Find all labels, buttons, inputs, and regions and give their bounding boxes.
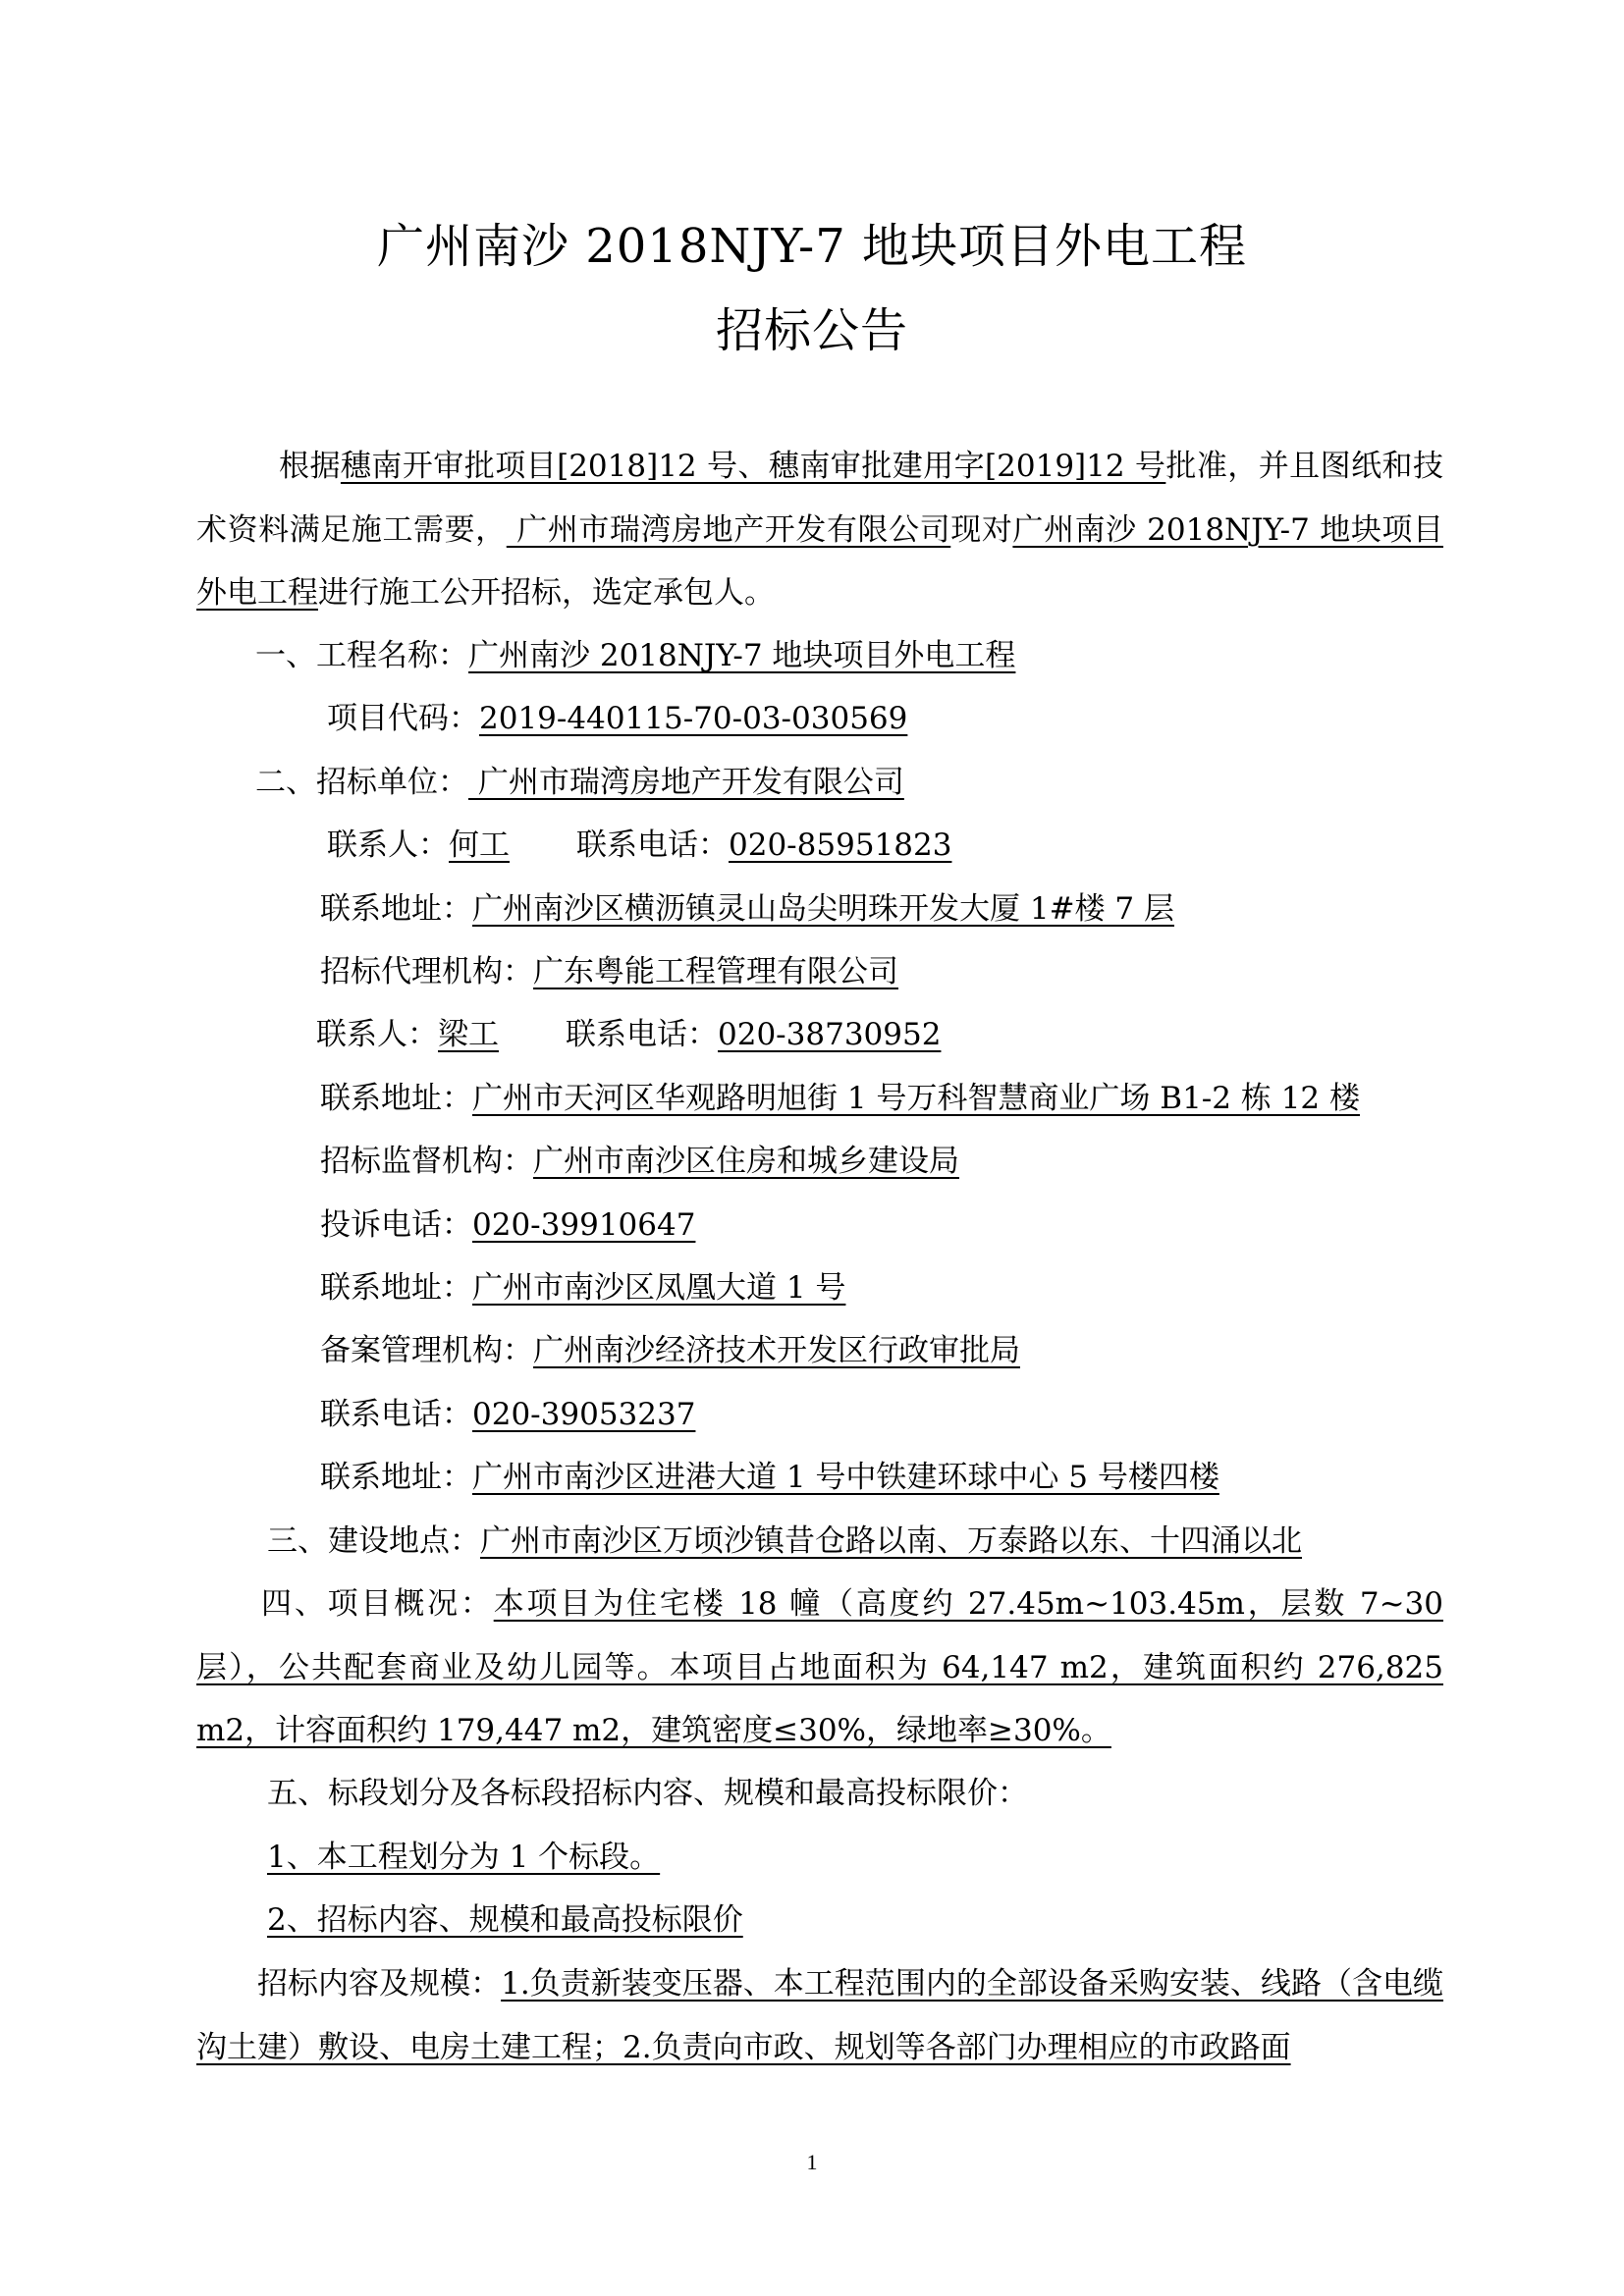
filing-value: 广州南沙经济技术开发区行政审批局: [533, 1333, 1020, 1368]
agent-contact-label: 联系人：: [316, 1017, 438, 1052]
supervisor-address-value: 广州市南沙区凤凰大道 1 号: [472, 1270, 846, 1306]
agent-value: 广东粤能工程管理有限公司: [533, 954, 898, 989]
section-tenderer: [194, 751, 1500, 815]
supervisor-address-row: [194, 1256, 1565, 1320]
tenderer-contact-row: [194, 814, 1572, 878]
lots-item-1: [194, 1826, 1512, 1890]
intro-project-name: 广州南沙 2018NJY-7 地块项目外电工程: [196, 511, 1444, 611]
section-overview: [196, 1573, 1443, 1763]
scope-paragraph: [196, 1952, 1443, 2079]
approval-reference: 穗南开审批项目[2018]12 号、穗南审批建用字[2019]12 号: [340, 449, 1166, 484]
intro-text-4: 进行施工公开招标，选定承包人。: [318, 575, 775, 611]
overview-value: 本项目为住宅楼 18 幢（高度约 27.45m~103.45m，层数 7~30 层），公共配套商业及幼儿园等。本项目占地面积为 64,147 m2，建筑面积约 276,825 m2，计容面积约 179,447 m2，建筑密度≤30%，绿地率≥30%。: [196, 1586, 1443, 1748]
agent-row: [194, 940, 1565, 1004]
intro-paragraph: [196, 435, 1443, 625]
supervisor-value: 广州市南沙区住房和城乡建设局: [533, 1144, 959, 1179]
tenderer-address-label: 联系地址：: [320, 891, 472, 927]
filing-address-row: [194, 1446, 1565, 1510]
intro-text-1: 根据: [279, 449, 341, 484]
tenderer-address-row: [194, 878, 1565, 941]
project-name-label: 一、工程名称：: [255, 638, 468, 673]
title-line-1: 广州南沙 2018NJY-7 地块项目外电工程: [376, 219, 1248, 274]
supervisor-label: 招标监督机构：: [320, 1144, 533, 1179]
supervisor-address-label: 联系地址：: [320, 1270, 472, 1306]
page-number: 1: [806, 2150, 818, 2174]
agent-label: 招标代理机构：: [320, 954, 533, 989]
title-line-2: 招标公告: [715, 303, 908, 358]
agent-phone-value: 020-38730952: [718, 1017, 942, 1052]
filing-phone-label: 联系电话：: [320, 1397, 472, 1432]
lots-item-1-text: 1、本工程划分为 1 个标段。: [267, 1840, 661, 1875]
filing-label: 备案管理机构：: [320, 1333, 533, 1368]
intro-text-2: 批准，并且图纸和技术资料满足施工需要，: [196, 449, 1444, 548]
location-label: 三、建设地点：: [267, 1523, 480, 1559]
complaint-phone-row: [194, 1194, 1565, 1257]
project-name-value: 广州南沙 2018NJY-7 地块项目外电工程: [468, 638, 1016, 673]
agent-phone-label: 联系电话：: [566, 1017, 718, 1052]
agent-address-label: 联系地址：: [320, 1081, 472, 1116]
filing-phone-value: 020-39053237: [472, 1397, 696, 1432]
filing-phone-row: [194, 1383, 1565, 1447]
lots-item-2-text: 2、招标内容、规模和最高投标限价: [267, 1902, 743, 1938]
tenderer-address-value: 广州南沙区横沥镇灵山岛尖明珠开发大厦 1#楼 7 层: [472, 891, 1174, 927]
agent-contact-row: [194, 1003, 1561, 1067]
complaint-phone-value: 020-39910647: [472, 1207, 696, 1243]
lots-item-2: [194, 1889, 1512, 1952]
tenderer-value: 广州市瑞湾房地产开发有限公司: [468, 765, 904, 800]
scope-label: 招标内容及规模：: [257, 1966, 502, 2002]
intro-text-3: 现对: [950, 511, 1013, 548]
agent-address-row: [194, 1067, 1565, 1131]
tenderer-contact-label: 联系人：: [327, 828, 449, 863]
section-location: [194, 1510, 1512, 1574]
overview-label: 四、项目概况：: [261, 1586, 494, 1622]
project-code-row: [194, 687, 1572, 751]
tenderer-label: 二、招标单位：: [255, 765, 468, 800]
section-lots-heading: 五、标段划分及各标段招标内容、规模和最高投标限价：: [267, 1776, 1028, 1811]
agent-address-value: 广州市天河区华观路明旭街 1 号万科智慧商业广场 B1-2 栋 12 楼: [472, 1081, 1360, 1116]
supervisor-row: [194, 1130, 1565, 1194]
scope-value: 1.负责新装变压器、本工程范围内的全部设备采购安装、线路（含电缆沟土建）敷设、电房土建工程；2.负责向市政、规划等各部门办理相应的市政路面: [196, 1966, 1444, 2065]
intro-tenderer: 广州市瑞湾房地产开发有限公司: [506, 511, 951, 548]
project-code-label: 项目代码：: [327, 701, 479, 736]
tenderer-phone-value: 020-85951823: [729, 828, 952, 863]
filing-row: [194, 1319, 1565, 1383]
section-project-name: [194, 624, 1500, 688]
tenderer-contact-name: 何工: [449, 828, 510, 863]
location-value: 广州市南沙区万顷沙镇昔仓路以南、万泰路以东、十四涌以北: [480, 1523, 1302, 1559]
agent-contact-name: 梁工: [438, 1017, 499, 1052]
filing-address-label: 联系地址：: [320, 1460, 472, 1495]
tenderer-phone-label: 联系电话：: [576, 828, 729, 863]
filing-address-value: 广州市南沙区进港大道 1 号中铁建环球中心 5 号楼四楼: [472, 1460, 1219, 1495]
project-code-value: 2019-440115-70-03-030569: [479, 701, 908, 736]
complaint-phone-label: 投诉电话：: [320, 1207, 472, 1243]
